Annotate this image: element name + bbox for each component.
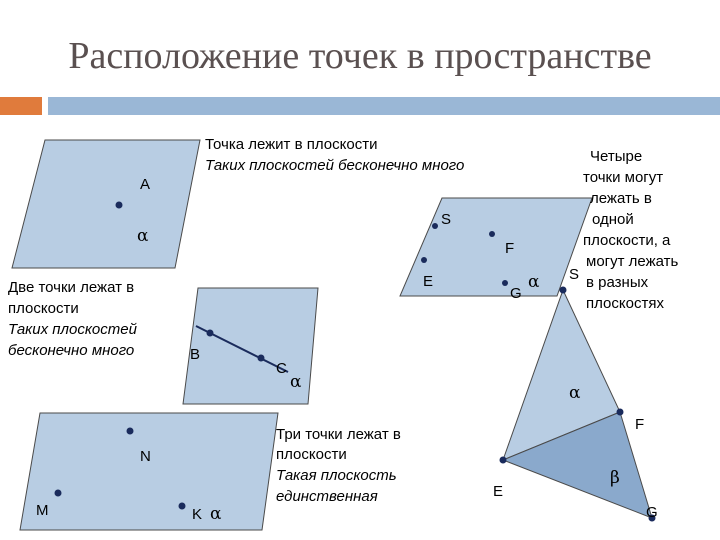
three-points-text-2: плоскости	[276, 446, 347, 463]
label-beta: β	[610, 468, 620, 488]
three-points-text-4: единственная	[276, 488, 378, 505]
label-e-plane: E	[423, 273, 434, 290]
point-f-tetra	[617, 409, 624, 416]
label-a: A	[140, 176, 151, 193]
label-s-tetra: S	[569, 266, 580, 283]
label-alpha-2: α	[290, 372, 302, 392]
point-k	[179, 503, 186, 510]
label-alpha-4: α	[528, 272, 540, 292]
one-point-text-2: Таких плоскостей бесконечно много	[205, 157, 465, 174]
four-points-text-3: лежать в	[590, 190, 652, 207]
two-points-text-3: Таких плоскостей	[8, 321, 137, 338]
four-points-text-4: одной	[592, 211, 634, 228]
point-b	[207, 330, 214, 337]
four-points-text-2: точки могут	[583, 169, 664, 186]
slide-title: Расположение точек в пространстве	[68, 35, 652, 77]
four-points-text-6: могут лежать	[586, 253, 679, 270]
point-s-plane	[432, 223, 438, 229]
two-points-text-1: Две точки лежат в	[8, 279, 135, 296]
point-a	[116, 202, 123, 209]
label-m: M	[36, 502, 49, 519]
point-e-tetra	[500, 457, 507, 464]
one-point-text-1: Точка лежит в плоскости	[205, 136, 378, 153]
four-points-text-7: в разных	[586, 274, 649, 291]
label-alpha-1: α	[137, 226, 149, 246]
plane-one-point	[12, 140, 200, 268]
point-n	[127, 428, 134, 435]
label-g-tetra: G	[646, 504, 658, 521]
label-e-tetra: E	[493, 483, 504, 500]
two-points-text-2: плоскости	[8, 300, 79, 317]
label-c: C	[276, 360, 287, 377]
point-f-plane	[489, 231, 495, 237]
three-points-text-1: Три точки лежат в	[276, 426, 401, 443]
point-c	[258, 355, 265, 362]
point-m	[55, 490, 62, 497]
label-g-plane: G	[510, 285, 522, 302]
label-s-plane: S	[441, 211, 452, 228]
three-points-text-3: Такая плоскость	[276, 467, 397, 484]
label-k: K	[192, 506, 203, 523]
four-points-text-8: плоскостях	[586, 295, 664, 312]
label-alpha-5: α	[569, 383, 581, 403]
label-b: B	[190, 346, 201, 363]
label-n: N	[140, 448, 151, 465]
two-points-text-4: бесконечно много	[8, 342, 135, 359]
plane-three-points	[20, 413, 278, 530]
point-e-plane	[421, 257, 427, 263]
point-g-plane	[502, 280, 508, 286]
label-f-tetra: F	[635, 416, 645, 433]
four-points-text-5: плоскости, а	[583, 232, 671, 249]
label-alpha-3: α	[210, 504, 222, 524]
label-f-plane: F	[505, 240, 515, 257]
four-points-text-1: Четыре	[590, 148, 643, 165]
point-s-tetra	[560, 287, 567, 294]
